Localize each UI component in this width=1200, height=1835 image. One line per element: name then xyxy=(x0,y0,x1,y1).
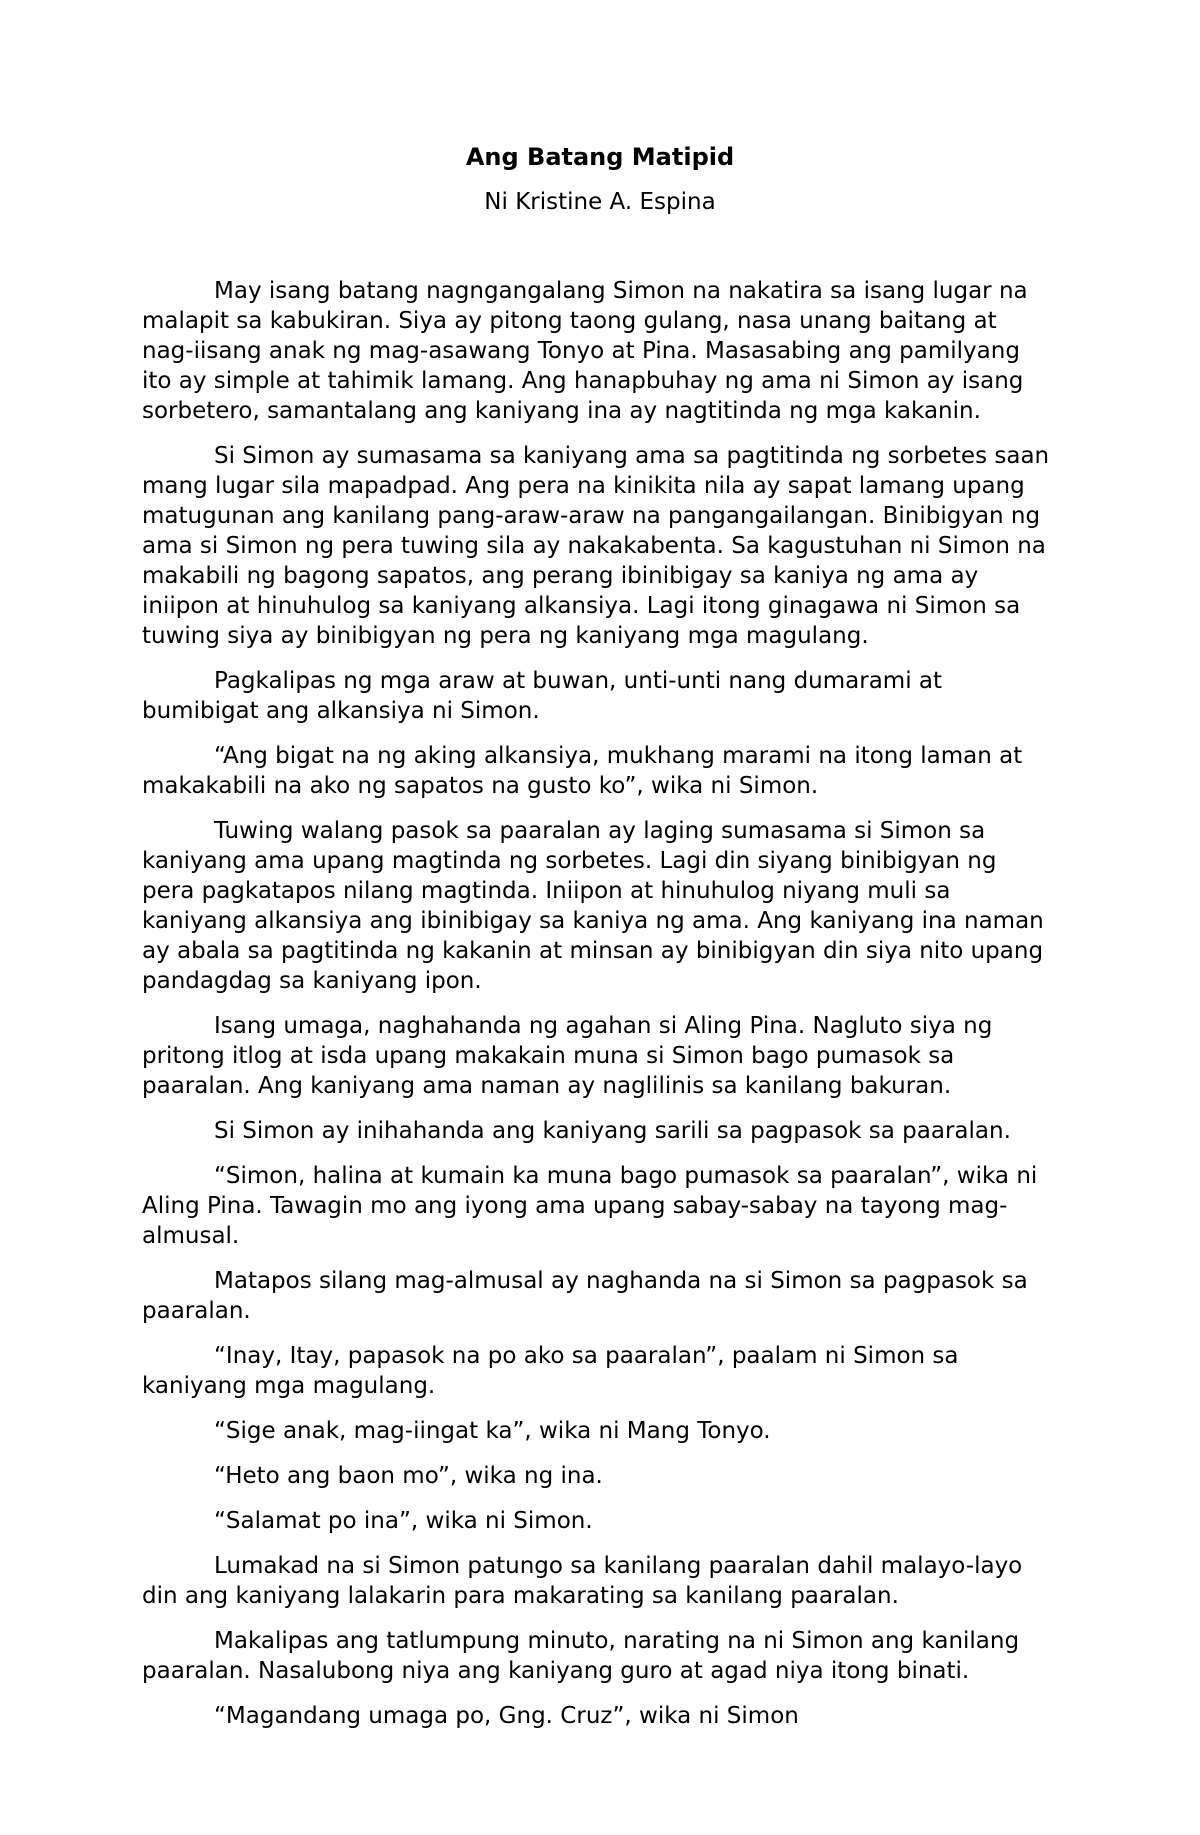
paragraph: Matapos silang mag-almusal ay naghanda na si Simon sa pagpasok sa paaralan. xyxy=(142,1268,1028,1324)
paragraph: Makalipas ang tatlumpung minuto, narating na ni Simon ang kanilang paaralan. Nasalubong niya ang kaniyang guro at agad niya itong binati. xyxy=(142,1628,1020,1684)
document-body xyxy=(142,276,1052,1746)
paragraph: Si Simon ay inihahanda ang kaniyang sarili sa pagpasok sa paaralan. xyxy=(214,1118,1011,1144)
paragraph: Pagkalipas ng mga araw at buwan, unti-unti nang dumarami at bumibigat ang alkansiya ni Simon. xyxy=(142,668,943,724)
paragraph: “Heto ang baon mo”, wika ng ina. xyxy=(214,1463,603,1489)
paragraph: “Ang bigat na ng aking alkansiya, mukhang marami na itong laman at makakabili na ako ng sapatos na gusto ko”, wika ni Simon. xyxy=(142,743,1023,799)
paragraph: Isang umaga, naghahanda ng agahan si Aling Pina. Nagluto siya ng pritong itlog at isda upang makakain muna si Simon bago pumasok sa paaralan. Ang kaniyang ama naman ay naglilinis sa kanilang bakuran. xyxy=(142,1013,993,1099)
document-author: Ni Kristine A. Espina xyxy=(484,189,716,215)
paragraph: “Simon, halina at kumain ka muna bago pumasok sa paaralan”, wika ni Aling Pina. Tawagin mo ang iyong ama upang sabay-sabay na tayong mag-almusal. xyxy=(142,1163,1038,1249)
paragraph: Si Simon ay sumasama sa kaniyang ama sa pagtitinda ng sorbetes saan mang lugar sila mapadpad. Ang pera na kinikita nila ay sapat lamang upang matugunan ang kanilang pang-araw-araw na pangangailangan. Binibigyan ng ama si Simon ng pera tuwing sila ay nakakabenta. Sa kagustuhan ni Simon na makabili ng bagong sapatos, ang perang ibinibigay sa kaniya ng ama ay iniipon at hinuhulog sa kaniyang alkansiya. Lagi itong ginagawa ni Simon sa tuwing siya ay binibigyan ng pera ng kaniyang mga magulang. xyxy=(142,443,1050,649)
paragraph: Lumakad na si Simon patungo sa kanilang paaralan dahil malayo-layo din ang kaniyang lalakarin para makarating sa kanilang paaralan. xyxy=(142,1553,1023,1609)
paragraph: “Salamat po ina”, wika ni Simon. xyxy=(214,1508,593,1534)
document-title: Ang Batang Matipid xyxy=(465,143,735,171)
paragraph: Tuwing walang pasok sa paaralan ay laging sumasama si Simon sa kaniyang ama upang magtinda ng sorbetes. Lagi din siyang binibigyan ng pera pagkatapos nilang magtinda. Iniipon at hinuhulog niyang muli sa kaniyang alkansiya ang ibinibigay sa kaniya ng ama. Ang kaniyang ina naman ay abala sa pagtitinda ng kakanin at minsan ay binibigyan din siya nito upang pandagdag sa kaniyang ipon. xyxy=(142,818,1044,994)
paragraph: “Magandang umaga po, Gng. Cruz”, wika ni Simon xyxy=(214,1703,799,1729)
paragraph: “Inay, Itay, papasok na po ako sa paaralan”, paalam ni Simon sa kaniyang mga magulang. xyxy=(142,1343,959,1399)
paragraph: May isang batang nagngangalang Simon na nakatira sa isang lugar na malapit sa kabukiran. Siya ay pitong taong gulang, nasa unang baitang at nag-iisang anak ng mag-asawang Tonyo at Pina. Masasabing ang pamilyang ito ay simple at tahimik lamang. Ang hanapbuhay ng ama ni Simon ay isang sorbetero, samantalang ang kaniyang ina ay nagtitinda ng mga kakanin. xyxy=(142,278,1028,424)
paragraph: “Sige anak, mag-iingat ka”, wika ni Mang Tonyo. xyxy=(214,1418,771,1444)
